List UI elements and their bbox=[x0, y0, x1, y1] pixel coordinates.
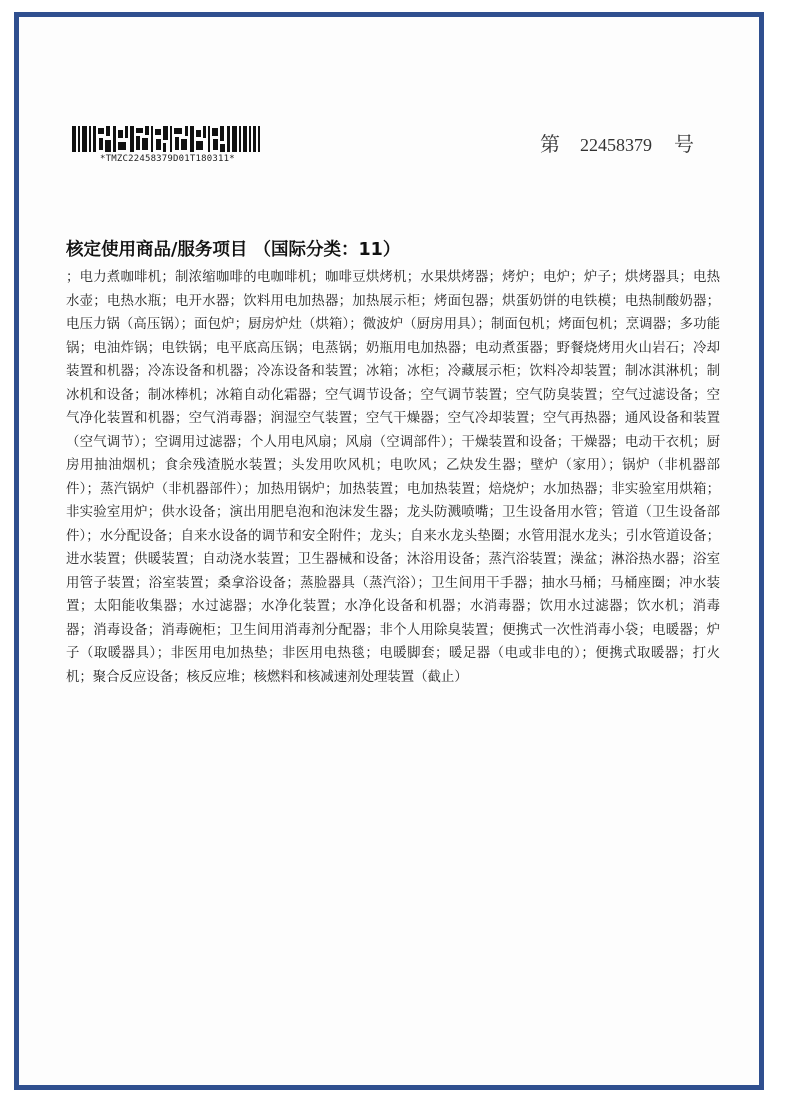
registration-number-value: 22458379 bbox=[580, 135, 652, 155]
barcode-block bbox=[72, 126, 268, 164]
registration-prefix: 第 bbox=[540, 132, 560, 156]
barcode-caption: *TMZC22458379D01T180311* bbox=[100, 154, 235, 164]
barcode-image bbox=[72, 126, 262, 152]
registration-suffix: 号 bbox=[674, 132, 694, 156]
section-title: 核定使用商品/服务项目 （国际分类：11） bbox=[66, 240, 401, 260]
registration-number bbox=[540, 128, 694, 157]
goods-list: ；电力煮咖啡机；制浓缩咖啡的电咖啡机；咖啡豆烘烤机；水果烘烤器；烤炉；电炉；炉子；烘烤器具；电热水壶；电热水瓶；电开水器；饮料用电加热器；加热展示柜；烤面包器；烘蛋奶饼的电铁模；电热制酸奶器；电压力锅（高压锅）；面包炉；厨房炉灶（烘箱）；微波炉（厨房用具）；制面包机；烤面包机；烹调器；多功能锅；电油炸锅；电铁锅；电平底高压锅；电蒸锅；奶瓶用电加热器；电动煮蛋器；野餐烧烤用火山岩石；冷却装置和机器；冷冻设备和机器；冷冻设备和装置；冰箱；冰柜；冷藏展示柜；饮料冷却装置；制冰淇淋机；制冰机和设备；制冰棒机；冰箱自动化霜器；空气调节设备；空气调节装置；空气防臭装置；空气过滤设备；空气净化装置和机器；空气消毒器；润湿空气装置；空气干燥器；空气冷却装置；空气再热器；通风设备和装置（空气调节）；空调用过滤器；个人用电风扇；风扇（空调部件）；干燥装置和设备；干燥器；电动干衣机；厨房用抽油烟机；食余残渣脱水装置；头发用吹风机；电吹风；乙炔发生器；壁炉（家用）；锅炉（非机器部件）；蒸汽锅炉（非机器部件）；加热用锅炉；加热装置；电加热装置；焙烧炉；水加热器；非实验室用烘箱；非实验室用炉；供水设备；演出用肥皂泡和泡沫发生器；龙头防溅喷嘴；卫生设备用水管；管道（卫生设备部件）；水分配设备；自来水设备的调节和安全附件；龙头；自来水龙头垫圈；水管用混水龙头；引水管道设备；进水装置；供暖装置；自动浇水装置；卫生器械和设备；沐浴用设备；蒸汽浴装置；澡盆；淋浴热水器；浴室用管子装置；浴室装置；桑拿浴设备；蒸脸器具（蒸汽浴）；卫生间用干手器；抽水马桶；马桶座圈；冲水装置；太阳能收集器；水过滤器；水净化装置；水净化设备和机器；水消毒器；饮用水过滤器；饮水机；消毒器；消毒设备；消毒碗柜；卫生间用消毒剂分配器；非个人用除臭装置；便携式一次性消毒小袋；电暖器；炉子（取暖器具）；非医用电加热垫；非医用电热毯；电暖脚套；暖足器（电或非电的）；便携式取暖器；打火机；聚合反应设备；核反应堆；核燃料和核减速剂处理装置（截止） bbox=[66, 270, 720, 685]
